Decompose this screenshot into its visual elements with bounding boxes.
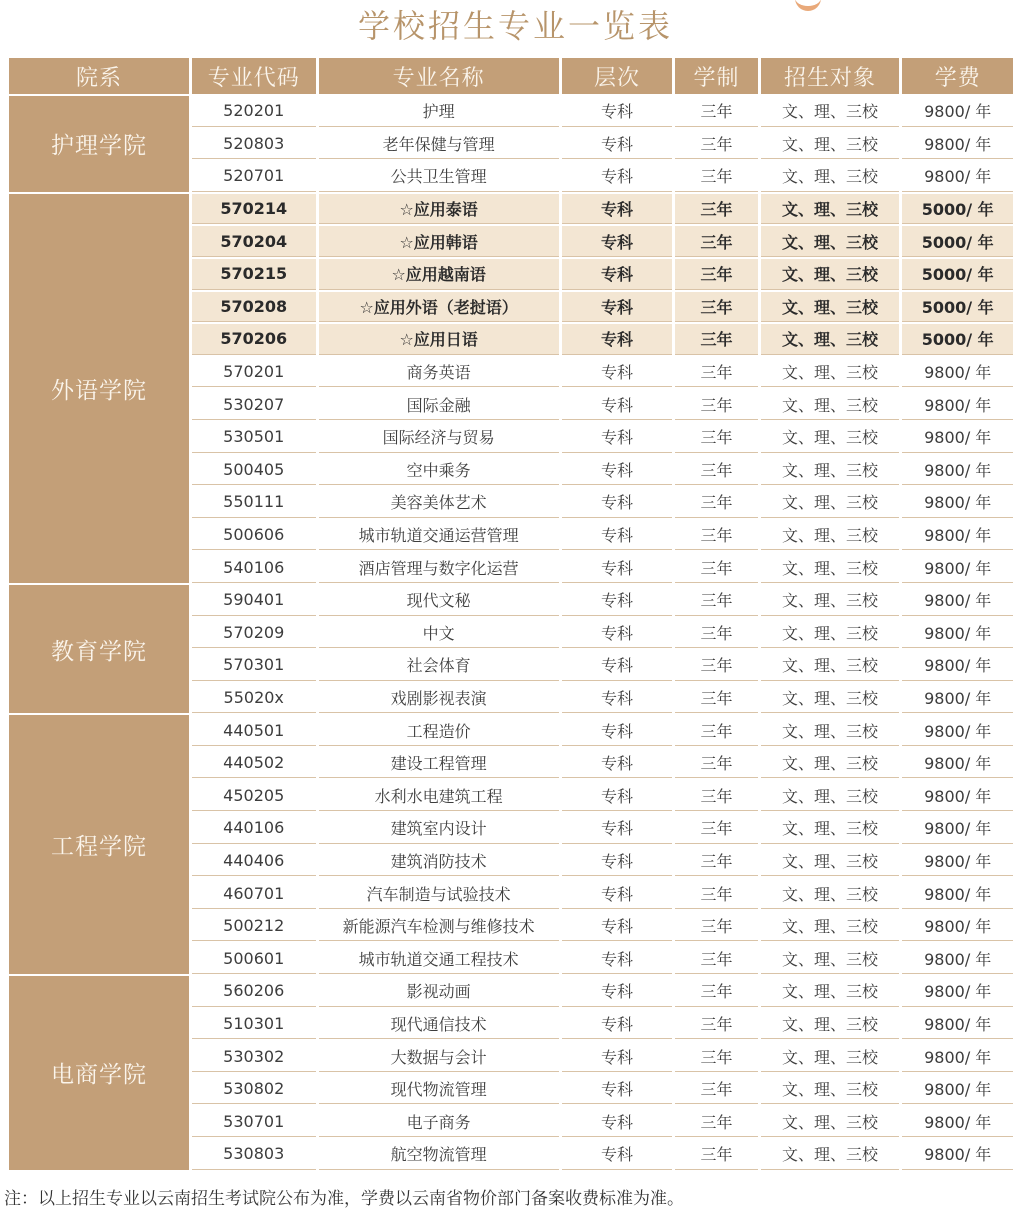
major-code-cell: 570208 <box>192 292 316 323</box>
duration-cell: 三年 <box>675 259 757 290</box>
target-cell: 文、理、三校 <box>761 911 900 942</box>
major-name-cell: 空中乘务 <box>319 455 559 486</box>
level-cell: 专科 <box>562 259 673 290</box>
major-name-cell: 现代文秘 <box>319 585 559 616</box>
duration-cell: 三年 <box>675 1106 757 1137</box>
header-major-name: 专业名称 <box>319 58 559 94</box>
major-name-cell: 水利水电建筑工程 <box>319 780 559 811</box>
target-cell: 文、理、三校 <box>761 259 900 290</box>
target-cell: 文、理、三校 <box>761 976 900 1007</box>
footer-note: 注：以上招生专业以云南招生考试院公布为准，学费以云南省物价部门备案收费标准为准。 <box>4 1189 684 1209</box>
duration-cell: 三年 <box>675 1009 757 1040</box>
major-name-cell: 汽车制造与试验技术 <box>319 878 559 909</box>
target-cell: 文、理、三校 <box>761 455 900 486</box>
major-name-cell: 商务英语 <box>319 357 559 388</box>
target-cell: 文、理、三校 <box>761 226 900 257</box>
duration-cell: 三年 <box>675 520 757 551</box>
fee-cell: 9800/ 年 <box>902 455 1013 486</box>
major-code-cell: 550111 <box>192 487 316 518</box>
level-cell: 专科 <box>562 96 673 127</box>
level-cell: 专科 <box>562 1139 673 1170</box>
major-name-cell: 大数据与会计 <box>319 1041 559 1072</box>
page-title: 学校招生专业一览表 <box>357 7 673 45</box>
major-code-cell: 510301 <box>192 1009 316 1040</box>
major-name-cell: 美容美体艺术 <box>319 487 559 518</box>
level-cell: 专科 <box>562 1009 673 1040</box>
duration-cell: 三年 <box>675 943 757 974</box>
major-name-cell: 影视动画 <box>319 976 559 1007</box>
target-cell: 文、理、三校 <box>761 194 900 225</box>
target-cell: 文、理、三校 <box>761 1009 900 1040</box>
duration-cell: 三年 <box>675 292 757 323</box>
target-cell: 文、理、三校 <box>761 422 900 453</box>
level-cell: 专科 <box>562 487 673 518</box>
duration-cell: 三年 <box>675 1139 757 1170</box>
duration-cell: 三年 <box>675 1074 757 1105</box>
duration-cell: 三年 <box>675 226 757 257</box>
duration-cell: 三年 <box>675 683 757 714</box>
level-cell: 专科 <box>562 1074 673 1105</box>
major-name-cell: 建筑室内设计 <box>319 813 559 844</box>
level-cell: 专科 <box>562 846 673 877</box>
target-cell: 文、理、三校 <box>761 585 900 616</box>
target-cell: 文、理、三校 <box>761 748 900 779</box>
header-department: 院系 <box>9 58 189 94</box>
level-cell: 专科 <box>562 715 673 746</box>
level-cell: 专科 <box>562 292 673 323</box>
duration-cell: 三年 <box>675 911 757 942</box>
major-code-cell: 520201 <box>192 96 316 127</box>
target-cell: 文、理、三校 <box>761 618 900 649</box>
fee-cell: 9800/ 年 <box>902 357 1013 388</box>
major-code-cell: 570204 <box>192 226 316 257</box>
major-code-cell: 440106 <box>192 813 316 844</box>
level-cell: 专科 <box>562 1041 673 1072</box>
fee-cell: 9800/ 年 <box>902 846 1013 877</box>
major-code-cell: 540106 <box>192 552 316 583</box>
department-cell: 工程学院 <box>9 715 189 974</box>
fee-cell: 5000/ 年 <box>902 259 1013 290</box>
major-code-cell: 530207 <box>192 389 316 420</box>
fee-cell: 9800/ 年 <box>902 943 1013 974</box>
duration-cell: 三年 <box>675 618 757 649</box>
fee-cell: 9800/ 年 <box>902 878 1013 909</box>
level-cell: 专科 <box>562 618 673 649</box>
duration-cell: 三年 <box>675 813 757 844</box>
header-level: 层次 <box>562 58 673 94</box>
major-code-cell: 440502 <box>192 748 316 779</box>
header-fee: 学费 <box>902 58 1013 94</box>
major-name-cell: ☆应用外语（老挝语） <box>319 292 559 323</box>
level-cell: 专科 <box>562 422 673 453</box>
target-cell: 文、理、三校 <box>761 1106 900 1137</box>
duration-cell: 三年 <box>675 194 757 225</box>
fee-cell: 5000/ 年 <box>902 226 1013 257</box>
target-cell: 文、理、三校 <box>761 129 900 160</box>
enrollment-table <box>6 56 1016 1172</box>
major-code-cell: 440501 <box>192 715 316 746</box>
target-cell: 文、理、三校 <box>761 715 900 746</box>
table-row <box>9 194 1013 225</box>
fee-cell: 5000/ 年 <box>902 194 1013 225</box>
major-name-cell: 工程造价 <box>319 715 559 746</box>
target-cell: 文、理、三校 <box>761 1074 900 1105</box>
level-cell: 专科 <box>562 520 673 551</box>
level-cell: 专科 <box>562 780 673 811</box>
enrollment-table-container <box>6 56 1016 1172</box>
fee-cell: 5000/ 年 <box>902 324 1013 355</box>
target-cell: 文、理、三校 <box>761 780 900 811</box>
level-cell: 专科 <box>562 455 673 486</box>
major-name-cell: 新能源汽车检测与维修技术 <box>319 911 559 942</box>
major-name-cell: 公共卫生管理 <box>319 161 559 192</box>
target-cell: 文、理、三校 <box>761 552 900 583</box>
level-cell: 专科 <box>562 976 673 1007</box>
header-duration: 学制 <box>675 58 757 94</box>
major-code-cell: 530803 <box>192 1139 316 1170</box>
target-cell: 文、理、三校 <box>761 878 900 909</box>
level-cell: 专科 <box>562 683 673 714</box>
major-name-cell: 城市轨道交通运营管理 <box>319 520 559 551</box>
header-major-code: 专业代码 <box>192 58 316 94</box>
major-code-cell: 500212 <box>192 911 316 942</box>
major-name-cell: 航空物流管理 <box>319 1139 559 1170</box>
target-cell: 文、理、三校 <box>761 292 900 323</box>
fee-cell: 9800/ 年 <box>902 1009 1013 1040</box>
table-row <box>9 96 1013 127</box>
fee-cell: 9800/ 年 <box>902 748 1013 779</box>
major-code-cell: 570209 <box>192 618 316 649</box>
major-name-cell: 戏剧影视表演 <box>319 683 559 714</box>
duration-cell: 三年 <box>675 324 757 355</box>
department-cell: 外语学院 <box>9 194 189 583</box>
fee-cell: 9800/ 年 <box>902 161 1013 192</box>
major-code-cell: 570201 <box>192 357 316 388</box>
fee-cell: 9800/ 年 <box>902 520 1013 551</box>
major-name-cell: ☆应用泰语 <box>319 194 559 225</box>
duration-cell: 三年 <box>675 552 757 583</box>
fee-cell: 9800/ 年 <box>902 552 1013 583</box>
major-code-cell: 500606 <box>192 520 316 551</box>
fee-cell: 9800/ 年 <box>902 813 1013 844</box>
target-cell: 文、理、三校 <box>761 520 900 551</box>
level-cell: 专科 <box>562 878 673 909</box>
duration-cell: 三年 <box>675 487 757 518</box>
major-name-cell: 现代通信技术 <box>319 1009 559 1040</box>
major-name-cell: 护理 <box>319 96 559 127</box>
fee-cell: 9800/ 年 <box>902 129 1013 160</box>
fee-cell: 9800/ 年 <box>902 389 1013 420</box>
major-code-cell: 590401 <box>192 585 316 616</box>
major-name-cell: 老年保健与管理 <box>319 129 559 160</box>
major-name-cell: 国际经济与贸易 <box>319 422 559 453</box>
level-cell: 专科 <box>562 161 673 192</box>
duration-cell: 三年 <box>675 389 757 420</box>
major-name-cell: 酒店管理与数字化运营 <box>319 552 559 583</box>
target-cell: 文、理、三校 <box>761 846 900 877</box>
target-cell: 文、理、三校 <box>761 96 900 127</box>
table-row <box>9 976 1013 1007</box>
target-cell: 文、理、三校 <box>761 943 900 974</box>
target-cell: 文、理、三校 <box>761 161 900 192</box>
duration-cell: 三年 <box>675 1041 757 1072</box>
table-row <box>9 585 1013 616</box>
fee-cell: 9800/ 年 <box>902 1106 1013 1137</box>
fee-cell: 9800/ 年 <box>902 650 1013 681</box>
table-header-row <box>9 58 1013 94</box>
target-cell: 文、理、三校 <box>761 389 900 420</box>
target-cell: 文、理、三校 <box>761 813 900 844</box>
major-name-cell: ☆应用越南语 <box>319 259 559 290</box>
duration-cell: 三年 <box>675 846 757 877</box>
major-code-cell: 530302 <box>192 1041 316 1072</box>
fee-cell: 9800/ 年 <box>902 618 1013 649</box>
level-cell: 专科 <box>562 324 673 355</box>
fee-cell: 9800/ 年 <box>902 780 1013 811</box>
major-code-cell: 520701 <box>192 161 316 192</box>
level-cell: 专科 <box>562 1106 673 1137</box>
major-code-cell: 570206 <box>192 324 316 355</box>
duration-cell: 三年 <box>675 422 757 453</box>
major-name-cell: ☆应用韩语 <box>319 226 559 257</box>
table-row <box>9 715 1013 746</box>
major-name-cell: 国际金融 <box>319 389 559 420</box>
fee-cell: 5000/ 年 <box>902 292 1013 323</box>
fee-cell: 9800/ 年 <box>902 976 1013 1007</box>
fee-cell: 9800/ 年 <box>902 1139 1013 1170</box>
level-cell: 专科 <box>562 389 673 420</box>
target-cell: 文、理、三校 <box>761 487 900 518</box>
header-target: 招生对象 <box>761 58 900 94</box>
major-code-cell: 500601 <box>192 943 316 974</box>
level-cell: 专科 <box>562 357 673 388</box>
level-cell: 专科 <box>562 813 673 844</box>
major-name-cell: 社会体育 <box>319 650 559 681</box>
target-cell: 文、理、三校 <box>761 683 900 714</box>
level-cell: 专科 <box>562 226 673 257</box>
duration-cell: 三年 <box>675 650 757 681</box>
major-name-cell: 城市轨道交通工程技术 <box>319 943 559 974</box>
major-code-cell: 55020x <box>192 683 316 714</box>
major-name-cell: 建设工程管理 <box>319 748 559 779</box>
fee-cell: 9800/ 年 <box>902 487 1013 518</box>
duration-cell: 三年 <box>675 161 757 192</box>
level-cell: 专科 <box>562 748 673 779</box>
duration-cell: 三年 <box>675 96 757 127</box>
fee-cell: 9800/ 年 <box>902 715 1013 746</box>
fee-cell: 9800/ 年 <box>902 1074 1013 1105</box>
duration-cell: 三年 <box>675 878 757 909</box>
target-cell: 文、理、三校 <box>761 357 900 388</box>
duration-cell: 三年 <box>675 585 757 616</box>
major-code-cell: 570214 <box>192 194 316 225</box>
fee-cell: 9800/ 年 <box>902 1041 1013 1072</box>
duration-cell: 三年 <box>675 748 757 779</box>
duration-cell: 三年 <box>675 455 757 486</box>
target-cell: 文、理、三校 <box>761 1139 900 1170</box>
duration-cell: 三年 <box>675 357 757 388</box>
major-name-cell: 现代物流管理 <box>319 1074 559 1105</box>
level-cell: 专科 <box>562 911 673 942</box>
duration-cell: 三年 <box>675 976 757 1007</box>
level-cell: 专科 <box>562 585 673 616</box>
major-code-cell: 570301 <box>192 650 316 681</box>
department-cell: 护理学院 <box>9 96 189 192</box>
major-name-cell: 建筑消防技术 <box>319 846 559 877</box>
major-code-cell: 530701 <box>192 1106 316 1137</box>
major-code-cell: 520803 <box>192 129 316 160</box>
major-code-cell: 530802 <box>192 1074 316 1105</box>
major-code-cell: 560206 <box>192 976 316 1007</box>
level-cell: 专科 <box>562 650 673 681</box>
target-cell: 文、理、三校 <box>761 650 900 681</box>
level-cell: 专科 <box>562 129 673 160</box>
major-code-cell: 460701 <box>192 878 316 909</box>
major-name-cell: ☆应用日语 <box>319 324 559 355</box>
level-cell: 专科 <box>562 194 673 225</box>
fee-cell: 9800/ 年 <box>902 585 1013 616</box>
target-cell: 文、理、三校 <box>761 1041 900 1072</box>
target-cell: 文、理、三校 <box>761 324 900 355</box>
fee-cell: 9800/ 年 <box>902 96 1013 127</box>
fee-cell: 9800/ 年 <box>902 683 1013 714</box>
level-cell: 专科 <box>562 552 673 583</box>
fee-cell: 9800/ 年 <box>902 422 1013 453</box>
duration-cell: 三年 <box>675 780 757 811</box>
duration-cell: 三年 <box>675 129 757 160</box>
major-code-cell: 450205 <box>192 780 316 811</box>
duration-cell: 三年 <box>675 715 757 746</box>
major-name-cell: 电子商务 <box>319 1106 559 1137</box>
fee-cell: 9800/ 年 <box>902 911 1013 942</box>
department-cell: 电商学院 <box>9 976 189 1170</box>
major-code-cell: 530501 <box>192 422 316 453</box>
table-body <box>9 96 1013 1170</box>
major-code-cell: 500405 <box>192 455 316 486</box>
level-cell: 专科 <box>562 943 673 974</box>
major-code-cell: 440406 <box>192 846 316 877</box>
major-code-cell: 570215 <box>192 259 316 290</box>
major-name-cell: 中文 <box>319 618 559 649</box>
department-cell: 教育学院 <box>9 585 189 713</box>
